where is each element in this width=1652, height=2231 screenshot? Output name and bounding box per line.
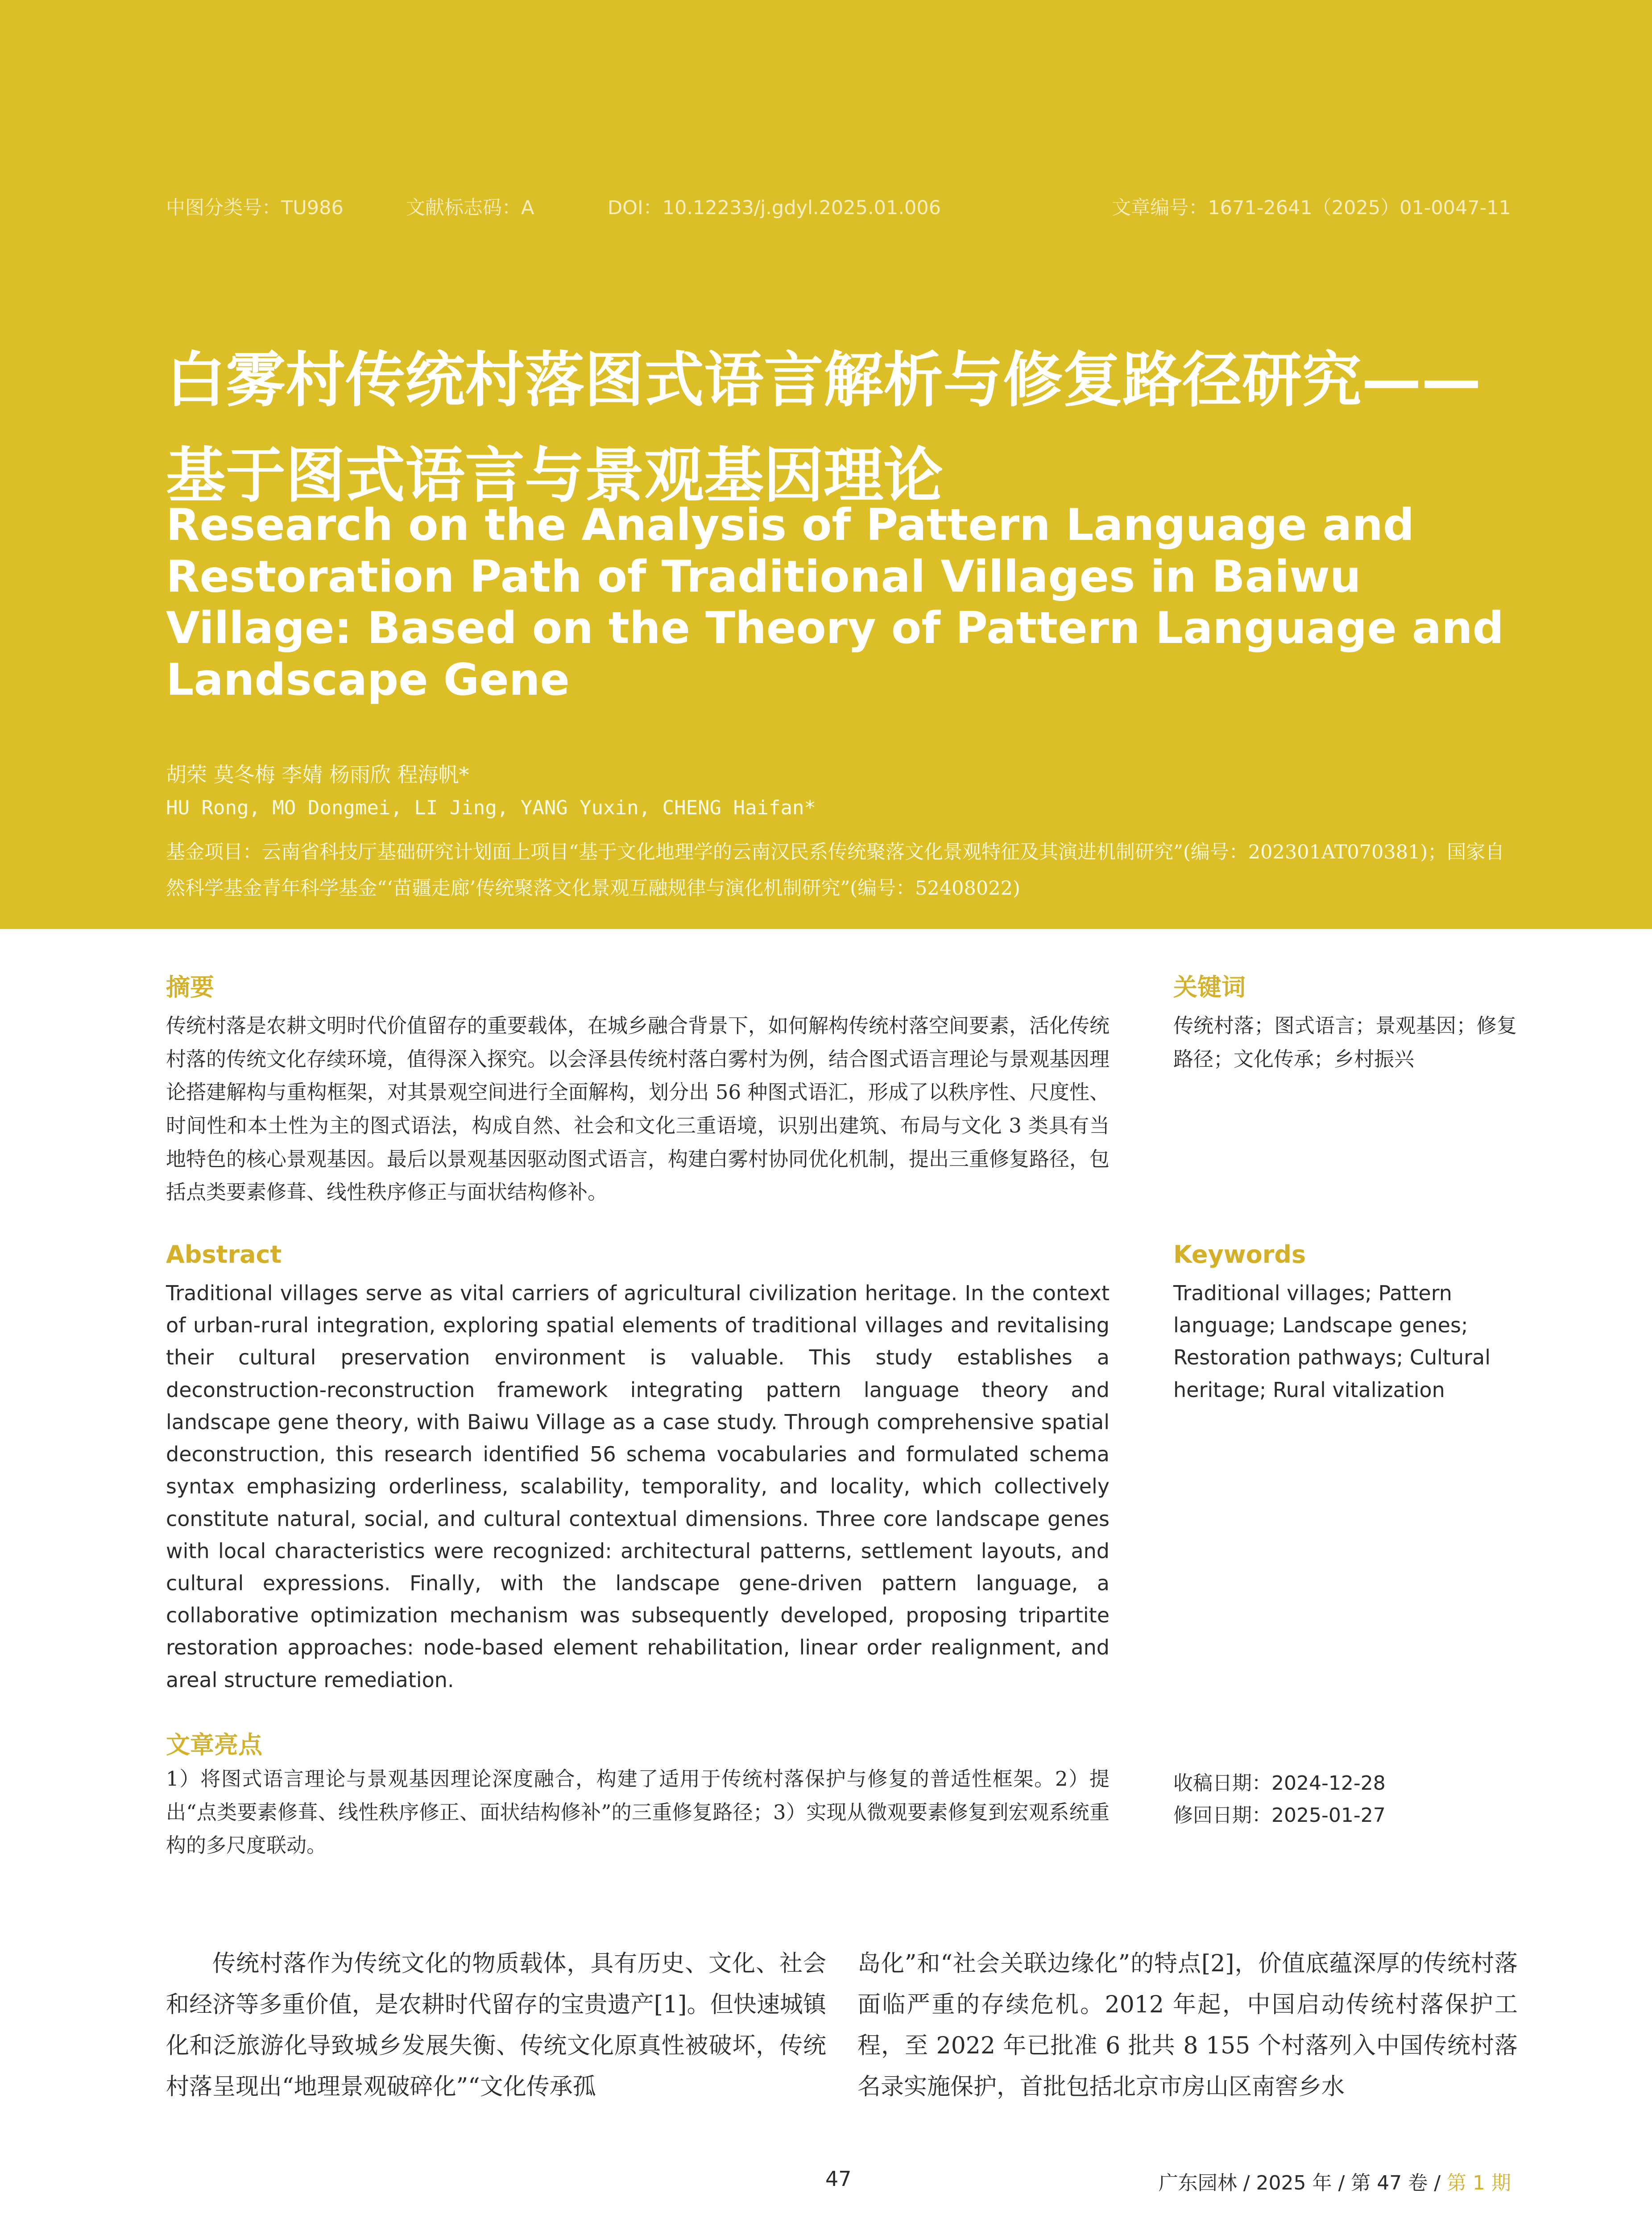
journal-info (1159, 2167, 1511, 2195)
body-column-left: 传统村落作为传统文化的物质载体，具有历史、文化、社会和经济等多重价值，是农耕时代留存的宝贵遗产[1]。但快速城镇化和泛旅游化导致城乡发展失衡、传统文化原真性被破坏，传统村落呈现出“地理景观破碎化”“文化传承孤 (166, 1950, 826, 2101)
keywords-en-text: Traditional villages; Pattern language; Landscape genes; Restoration pathways; Cultural heritage; Rural vitalization (1173, 1281, 1491, 1402)
doi: DOI：10.12233/j.gdyl.2025.01.006 (608, 197, 941, 219)
title-chinese: 白雾村传统村落图式语言解析与修复路径研究——基于图式语言与景观基因理论 (166, 345, 1482, 511)
fund-information: 基金项目：云南省科技厅基础研究计划面上项目“基于文化地理学的云南汉民系传统聚落文化景观特征及其演进机制研究”(编号：202301AT070381)；国家自然科学基金青年科学基金“‘苗疆走廊’传统聚落文化景观互融规律与演化机制研究”(编号：52408022) (166, 841, 1505, 900)
page-number: 47 (825, 2167, 852, 2191)
body-column-right: 岛化”和“社会关联边缘化”的特点[2]，价值底蕴深厚的传统村落面临严重的存续危机。2012 年起，中国启动传统村落保护工程，至 2022 年已批准 6 批共 8 155 个村落列入中国传统村落名录实施保护，首批包括北京市房山区南窖乡水 (857, 1950, 1518, 2101)
keywords-en-label: Keywords (1173, 1240, 1306, 1269)
issue-number: 第 1 期 (1447, 2172, 1511, 2194)
abstract-cn-text: 传统村落是农耕文明时代价值留存的重要载体，在城乡融合背景下，如何解构传统村落空间要素，活化传统村落的传统文化存续环境，值得深入探究。以会泽县传统村落白雾村为例，结合图式语言理论与景观基因理论搭建解构与重构框架，对其景观空间进行全面解构，划分出 56 种图式语汇，形成了以秩序性、尺度性、时间性和本土性为主的图式语法，构成自然、社会和文化三重语境，识别出建筑、布局与文化 3 类具有当地特色的核心景观基因。最后以景观基因驱动图式语言，构建白雾村协同优化机制，提出三重修复路径，包括点类要素修葺、线性秩序修正与面状结构修补。 (166, 1014, 1110, 1204)
article-number: 文章编号：1671-2641（2025）01-0047-11 (1112, 197, 1511, 219)
journal-name: 广东园林 / 2025 年 / 第 47 卷 / (1158, 2172, 1447, 2194)
authors-english: HU Rong, MO Dongmei, LI Jing, YANG Yuxin, CHENG Haifan* (166, 796, 816, 819)
classification-number: 中图分类号：TU986 (166, 197, 344, 219)
keywords-cn-text: 传统村落；图式语言；景观基因；修复路径；文化传承；乡村振兴 (1173, 1014, 1517, 1071)
header-banner (0, 0, 1652, 929)
abstract-cn-label: 摘要 (166, 973, 214, 1001)
document-code: 文献标志码：A (406, 197, 534, 219)
revised-date: 修回日期：2025-01-27 (1173, 1804, 1386, 1827)
abstract-en-text: Traditional villages serve as vital carriers of agricultural civilization heritage. In the context of urban-rural integration, exploring spatial elements of traditional villages and revitalising their cultural preservation environment is valuable. This study establishes a deconstruction-reconstruction framework integrating pattern language theory and landscape gene theory, with Baiwu Village as a case study. Through comprehensive spatial deconstruction, this research identified 56 schema vocabularies and formulated schema syntax emphasizing orderliness, scalability, temporality, and locality, which collectively constitute natural, social, and cultural contextual dimensions. Three core landscape genes with local characteristics were recognized: architectural patterns, settlement layouts, and cultural expressions. Finally, with the landscape gene-driven pattern language, a collaborative optimization mechanism was subsequently developed, proposing tripartite restoration approaches: node-based element rehabilitation, linear order realignment, and areal structure remediation. (166, 1281, 1110, 1692)
highlights-text: 1）将图式语言理论与景观基因理论深度融合，构建了适用于传统村落保护与修复的普适性框架。2）提出“点类要素修葺、线性秩序修正、面状结构修补”的三重修复路径；3）实现从微观要素修复到宏观系统重构的多尺度联动。 (166, 1767, 1110, 1858)
received-date: 收稿日期：2024-12-28 (1173, 1772, 1386, 1795)
authors-chinese: 胡荣 莫冬梅 李婧 杨雨欣 程海帆* (166, 763, 469, 787)
title-english: Research on the Analysis of Pattern Language and Restoration Path of Traditional Villages in Baiwu Village: Based on the Theory of Pattern Language and Landscape Gene (166, 500, 1504, 705)
highlights-label: 文章亮点 (166, 1731, 262, 1759)
keywords-cn-label: 关键词 (1173, 973, 1246, 1001)
abstract-en-label: Abstract (166, 1240, 282, 1269)
